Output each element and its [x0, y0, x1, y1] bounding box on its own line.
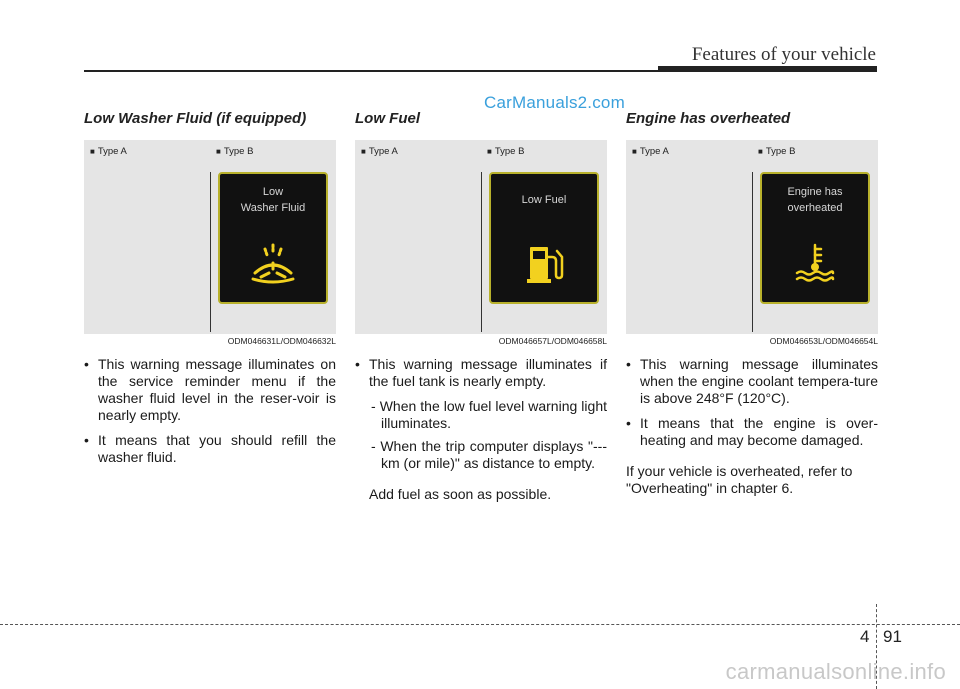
- figure-panel: [355, 140, 607, 346]
- footer-rule: [0, 624, 960, 625]
- watermark-bottom: carmanualsonline.info: [725, 659, 946, 684]
- type-b-label: ■ Type B: [758, 146, 796, 157]
- figure-panel: [626, 140, 878, 346]
- watermark-top: CarManuals2.com: [484, 93, 625, 112]
- section-low-fuel: [355, 110, 607, 503]
- chapter-number: 4: [860, 627, 870, 646]
- sub-list-item: - When the low fuel level warning light illuminates.: [371, 398, 607, 431]
- washer-fluid-icon: [220, 239, 326, 290]
- type-b-label: ■ Type B: [216, 146, 254, 157]
- section-note: If your vehicle is overheated, refer to "Overheating" in chapter 6.: [626, 463, 853, 496]
- display-message: Engine has overheated: [787, 186, 843, 214]
- coolant-temperature-icon: [762, 241, 868, 290]
- list-item: • It means that the engine is over-heating and may become damaged.: [626, 415, 878, 449]
- type-a-label: ■ Type A: [632, 146, 669, 157]
- section-title: Low Fuel: [355, 110, 420, 127]
- list-item: • This warning message illuminates if the fuel tank is nearly empty.: [355, 356, 607, 390]
- figure-caption: ODM046631L/ODM046632L: [227, 336, 336, 346]
- section-body: [626, 356, 878, 497]
- sub-list-item: - When the trip computer displays "--- km (or mile)" as distance to empty.: [371, 438, 607, 471]
- page-number: 91: [883, 627, 902, 646]
- fuel-pump-icon: [491, 241, 597, 290]
- figure-caption: ODM046653L/ODM046654L: [769, 336, 878, 346]
- section-body: [84, 356, 336, 466]
- section-note: Add fuel as soon as possible.: [369, 486, 552, 502]
- header-rule-accent: [658, 66, 877, 72]
- figure-divider: [752, 172, 753, 332]
- header-title: Features of your vehicle: [691, 44, 876, 65]
- section-low-washer-fluid: [84, 110, 336, 474]
- cluster-display: [760, 172, 870, 304]
- section-title: Low Washer Fluid (if equipped): [84, 110, 307, 127]
- section-body: [355, 356, 607, 503]
- display-message: Low Fuel: [521, 194, 567, 206]
- list-item: • It means that you should refill the washer fluid.: [84, 432, 336, 466]
- type-a-label: ■ Type A: [361, 146, 398, 157]
- type-a-label: ■ Type A: [90, 146, 127, 157]
- section-title: Engine has overheated: [626, 110, 791, 127]
- figure-panel: [84, 140, 336, 346]
- display-message: Low Washer Fluid: [240, 186, 306, 214]
- cluster-display: [489, 172, 599, 304]
- section-engine-overheated: [626, 110, 878, 497]
- figure-caption: ODM046657L/ODM046658L: [498, 336, 607, 346]
- figure-divider: [210, 172, 211, 332]
- list-item: • This warning message illuminates on the service reminder menu if the washer fluid level in the reser-voir is nearly empty.: [84, 356, 336, 424]
- figure-divider: [481, 172, 482, 332]
- list-item: • This warning message illuminates when the engine coolant tempera-ture is above 248°F (120°C).: [626, 356, 878, 407]
- cluster-display: [218, 172, 328, 304]
- type-b-label: ■ Type B: [487, 146, 525, 157]
